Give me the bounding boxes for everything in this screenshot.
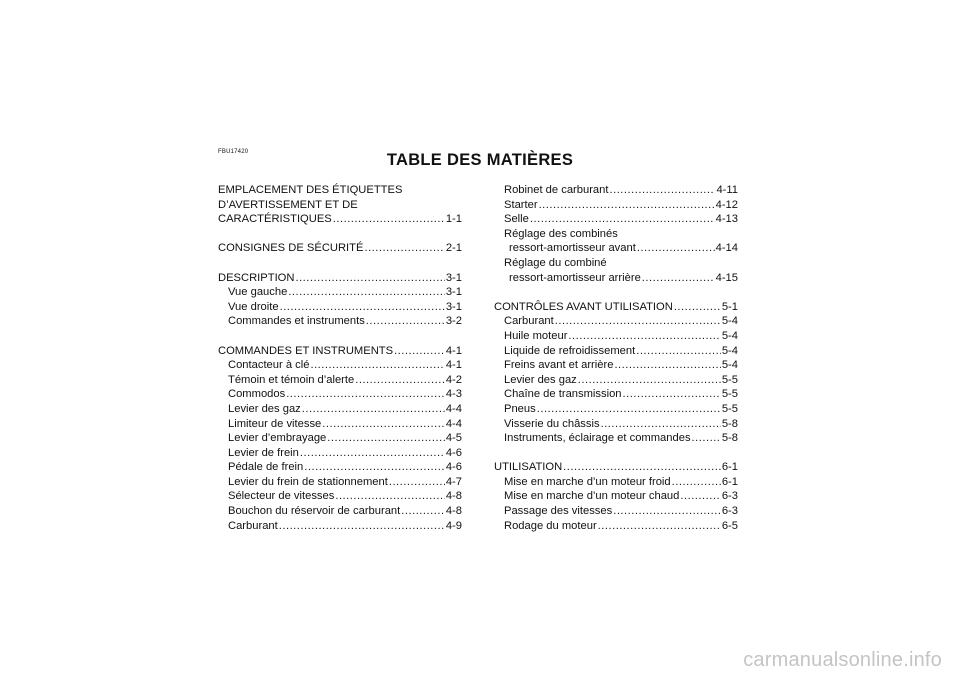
toc-subentry: Réglage du combiné (504, 256, 607, 269)
page-number: 4-1 (445, 344, 462, 357)
toc-subentry[interactable]: Starter ..... 4-12 (494, 198, 738, 213)
page-number: 5-8 (721, 432, 738, 445)
page-number: 6-3 (721, 505, 738, 518)
toc-entry[interactable]: UTILISATION ..... 6-1 (494, 460, 738, 475)
page-number: 4-15 (715, 271, 738, 284)
page-number: 5-4 (721, 359, 738, 372)
page-number: 6-3 (721, 490, 738, 503)
toc-subentry[interactable]: Contacteur à clé ..... 4-1 (218, 358, 462, 373)
toc-subentry[interactable]: Vue gauche ..... 3-1 (218, 285, 462, 300)
page-number: 4-4 (445, 402, 462, 415)
page-number: 3-1 (445, 271, 462, 284)
toc-subentry[interactable]: Mise en marche d’un moteur froid ..... 6-1 (494, 475, 738, 490)
toc-subentry[interactable]: Levier des gaz ..... 4-4 (218, 402, 462, 417)
toc-subentry[interactable]: Mise en marche d’un moteur chaud ..... 6-3 (494, 489, 738, 504)
page-number: 4-4 (445, 417, 462, 430)
page-number: 4-8 (445, 505, 462, 518)
page-number: 4-11 (716, 184, 738, 196)
toc-subentry[interactable]: Carburant ..... 4-9 (218, 519, 462, 534)
toc-subentry[interactable]: ressort-amortisseur avant ..... 4-14 (494, 241, 738, 256)
toc-right-column (494, 183, 738, 533)
toc-entry[interactable]: DESCRIPTION ..... 3-1 (218, 271, 462, 286)
page-number: 6-1 (721, 475, 738, 488)
toc-subentry[interactable]: Commodos ..... 4-3 (218, 387, 462, 402)
page-number: 5-4 (721, 344, 738, 357)
page-number: 5-5 (721, 388, 738, 401)
page-number: 1-1 (445, 213, 462, 226)
toc-entry: D’AVERTISSEMENT ET DE (218, 198, 358, 211)
page-number: 4-13 (715, 213, 738, 226)
page-number: 5-8 (721, 417, 738, 430)
watermark: carmanualsonline.info (743, 649, 942, 671)
toc-subentry[interactable]: Bouchon du réservoir de carburant ..... 4-8 (218, 504, 462, 519)
toc-subentry[interactable]: Levier des gaz ..... 5-5 (494, 373, 738, 388)
page-number: 4-9 (445, 519, 462, 532)
page-number: 6-1 (721, 461, 738, 474)
page-number: 4-5 (445, 432, 462, 445)
page-number: 4-3 (445, 388, 462, 401)
toc-entry[interactable]: CONTRÔLES AVANT UTILISATION ..... 5-1 (494, 300, 738, 315)
toc-subentry[interactable]: Sélecteur de vitesses ..... 4-8 (218, 489, 462, 504)
page-number: 5-4 (721, 329, 738, 342)
toc-subentry[interactable]: Freins avant et arrière ..... 5-4 (494, 358, 738, 373)
toc-subentry[interactable]: ressort-amortisseur arrière ..... 4-15 (494, 271, 738, 286)
page-number: 5-5 (721, 373, 738, 386)
page-number: 4-7 (445, 475, 462, 488)
toc-subentry[interactable]: Carburant ..... 5-4 (494, 314, 738, 329)
page-number: 4-6 (445, 461, 462, 474)
toc-entry[interactable]: COMMANDES ET INSTRUMENTS ..... 4-1 (218, 344, 462, 359)
page-number: 2-1 (445, 242, 462, 255)
page-number: 4-2 (445, 373, 462, 386)
page-number: 3-1 (445, 286, 462, 299)
toc-subentry[interactable]: Instruments, éclairage et commandes ..... 5-8 (494, 431, 738, 446)
toc-subentry[interactable]: Robinet de carburant ..... 4-11 (494, 183, 738, 198)
toc-subentry[interactable]: Témoin et témoin d’alerte ..... 4-2 (218, 373, 462, 388)
toc-entry[interactable]: CONSIGNES DE SÉCURITÉ ..... 2-1 (218, 241, 462, 256)
page-title: TABLE DES MATIÈRES (386, 151, 574, 169)
document-code: FBU17420 (218, 149, 249, 155)
page-number: 5-1 (721, 300, 738, 313)
toc-subentry[interactable]: Limiteur de vitesse ..... 4-4 (218, 417, 462, 432)
toc-entry[interactable]: CARACTÉRISTIQUES ..... 1-1 (218, 212, 462, 227)
toc-subentry: Réglage des combinés (504, 227, 618, 240)
toc-subentry[interactable]: Passage des vitesses ..... 6-3 (494, 504, 738, 519)
toc-subentry[interactable]: Pneus ..... 5-5 (494, 402, 738, 417)
toc-subentry[interactable]: Commandes et instruments ..... 3-2 (218, 314, 462, 329)
page-number: 4-6 (445, 446, 462, 459)
page-number: 4-12 (715, 198, 738, 211)
toc-subentry[interactable]: Liquide de refroidissement ..... 5-4 (494, 344, 738, 359)
toc-subentry[interactable]: Visserie du châssis ..... 5-8 (494, 417, 738, 432)
page-number: 6-5 (721, 519, 738, 532)
toc-subentry[interactable]: Levier du frein de stationnement ..... 4-7 (218, 475, 462, 490)
toc-subentry[interactable]: Levier de frein ..... 4-6 (218, 446, 462, 461)
toc-subentry[interactable]: Levier d’embrayage ..... 4-5 (218, 431, 462, 446)
toc-subentry[interactable]: Huile moteur ..... 5-4 (494, 329, 738, 344)
toc-subentry[interactable]: Selle ..... 4-13 (494, 212, 738, 227)
toc-left-column (218, 183, 462, 533)
toc-subentry[interactable]: Chaîne de transmission ..... 5-5 (494, 387, 738, 402)
page-number: 5-5 (721, 402, 738, 415)
page-number: 3-1 (445, 300, 462, 313)
toc-subentry[interactable]: Rodage du moteur ..... 6-5 (494, 519, 738, 534)
toc-subentry[interactable]: Pédale de frein ..... 4-6 (218, 460, 462, 475)
page-number: 4-1 (445, 359, 462, 372)
page-number: 3-2 (445, 315, 462, 328)
page-number: 4-14 (715, 242, 738, 255)
toc-entry: EMPLACEMENT DES ÉTIQUETTES (218, 184, 403, 196)
page-number: 5-4 (721, 315, 738, 328)
toc-subentry[interactable]: Vue droite ..... 3-1 (218, 300, 462, 315)
page-number: 4-8 (445, 490, 462, 503)
